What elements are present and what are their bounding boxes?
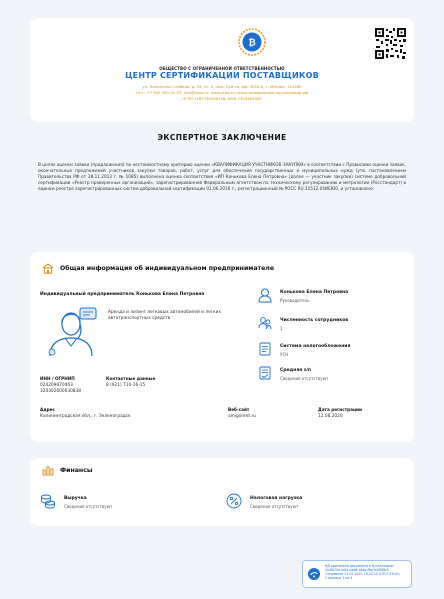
org-contacts: тел.: +7 800 350-31-37; info@vrpo.ru; www.vrpo.ru; www.проверенные-организации.рф: [135, 90, 309, 95]
intro-paragraph: В целях оценки заявки (предложения) по нестоимостному критерию оценки «КВАЛИФИКАЦИЯ УЧАСТНИКОВ ЗАКУПКИ» в соответствии с Правилами оценки заявок, окончательных предложений участников закупки товаров, работ, услуг для обеспечения государственных и муниципальных нужд (утв. постановлением Правительства РФ от 28.11.2013 г. № 1085) выполнена оценка соответствия «ИП Конькова Елена Петровна» (далее — участник закупки) системе добровольной сертификации «Реестр проверенных организаций», зарегистрированной Федеральным агентством по техническому регулированию и метрологии (Росстандарт) в едином реестре зарегистрированных систем добровольной сертификации 01.06.2016 г., регистрационный № РОСС RU.З1512.04ИЕЮ0, и установлено:: [38, 162, 406, 191]
finance-card: [30, 458, 414, 526]
person-icon: [258, 288, 272, 303]
registration-date-label: Дата регистрации: [318, 407, 362, 412]
org-legal-form: ОБЩЕСТВО С ОГРАНИЧЕННОЙ ОТВЕТСТВЕННОСТЬЮ: [159, 66, 285, 71]
address-label: Адрес: [40, 407, 55, 412]
e-signature-line: Страница 1 из 4: [325, 576, 353, 581]
e-signature-stamp: [302, 560, 412, 588]
employees-icon: [258, 316, 272, 330]
org-address: ул. Ленинская Слобода, д. 19, эт. 3, пом. 21м тц. оф. 3054-ti, г. Москва, 115280: [142, 84, 302, 89]
percent-icon: [226, 493, 242, 509]
e-signature-line: 2a4fb70e-b0fa-4aa6-a6bc-f8a7e0f0f9c3: [325, 568, 389, 573]
contacts-label: Контактные данные: [106, 376, 156, 381]
businesswoman-illustration-icon: [42, 304, 100, 362]
org-title: ЦЕНТР СЕРТИФИКАЦИИ ПОСТАВЩИКОВ: [125, 71, 319, 80]
finance-title: Финансы: [60, 467, 93, 474]
header-card: [30, 18, 414, 122]
e-signature-line: Отправлен 22.02.2021 10:22:10 (UTC+03:00): [325, 572, 400, 577]
salary-document-icon: [258, 366, 272, 380]
svg-text:₿: ₿: [248, 38, 256, 49]
revenue-value: Сведения отсутствуют: [64, 504, 113, 509]
qr-code-icon: [374, 27, 407, 60]
building-icon: [42, 263, 54, 274]
manager-name: Конькова Елена Петровна: [280, 290, 349, 295]
entrepreneur-title: Индивидуальный предприниматель Конькова Елена Петровна: [40, 292, 205, 297]
inn-value: 024209870463: [40, 383, 73, 388]
activity-description: Аренда и лизинг легковых автомобилей и легких автотранспортных средств: [108, 310, 221, 321]
certification-center-logo-icon: [236, 26, 268, 58]
e-signature-logo-icon: [307, 567, 321, 581]
employees-label: Численность сотрудников: [280, 318, 349, 323]
employees-value: 1: [280, 326, 283, 331]
tax-system-value: УСН: [280, 352, 289, 357]
revenue-label: Выручка: [64, 496, 87, 501]
manager-role: Руководитель: [280, 298, 310, 303]
address-value: Калининградская обл., г. Зеленоградск: [40, 414, 131, 419]
general-info-card: [30, 252, 414, 442]
inn-label: ИНН / ОГРНИП: [40, 376, 75, 381]
coins-icon: [40, 493, 56, 509]
e-signature-line: ИД оригинала документа в Бухгалтерии: [325, 564, 394, 568]
average-salary-value: Сведения отсутствуют: [280, 376, 329, 381]
website-label: Веб-сайт: [228, 407, 250, 412]
tax-burden-label: Налоговая нагрузка: [250, 496, 303, 501]
average-salary-label: Средняя з/п: [280, 368, 312, 373]
ogrnip-value: 320302600030838: [40, 389, 82, 394]
registration-date-value: 12.08.2020: [318, 414, 343, 419]
website-value[interactable]: amigorent.ru: [228, 414, 256, 419]
org-registration: ОГРН 1167746396156; ИНН 7703409343: [182, 96, 262, 101]
tax-system-label: Система налогообложения: [280, 344, 351, 349]
bar-chart-icon: [42, 465, 54, 476]
tax-burden-value: Сведения отсутствуют: [250, 504, 299, 509]
contacts-value: 8 (921) 710-16-15: [106, 383, 146, 388]
document-title: ЭКСПЕРТНОЕ ЗАКЛЮЧЕНИЕ: [157, 133, 287, 142]
tax-document-icon: [258, 342, 272, 356]
e-signature-text: [325, 564, 408, 580]
general-info-title: Общая информация об индивидуальном предпринимателе: [60, 265, 275, 272]
